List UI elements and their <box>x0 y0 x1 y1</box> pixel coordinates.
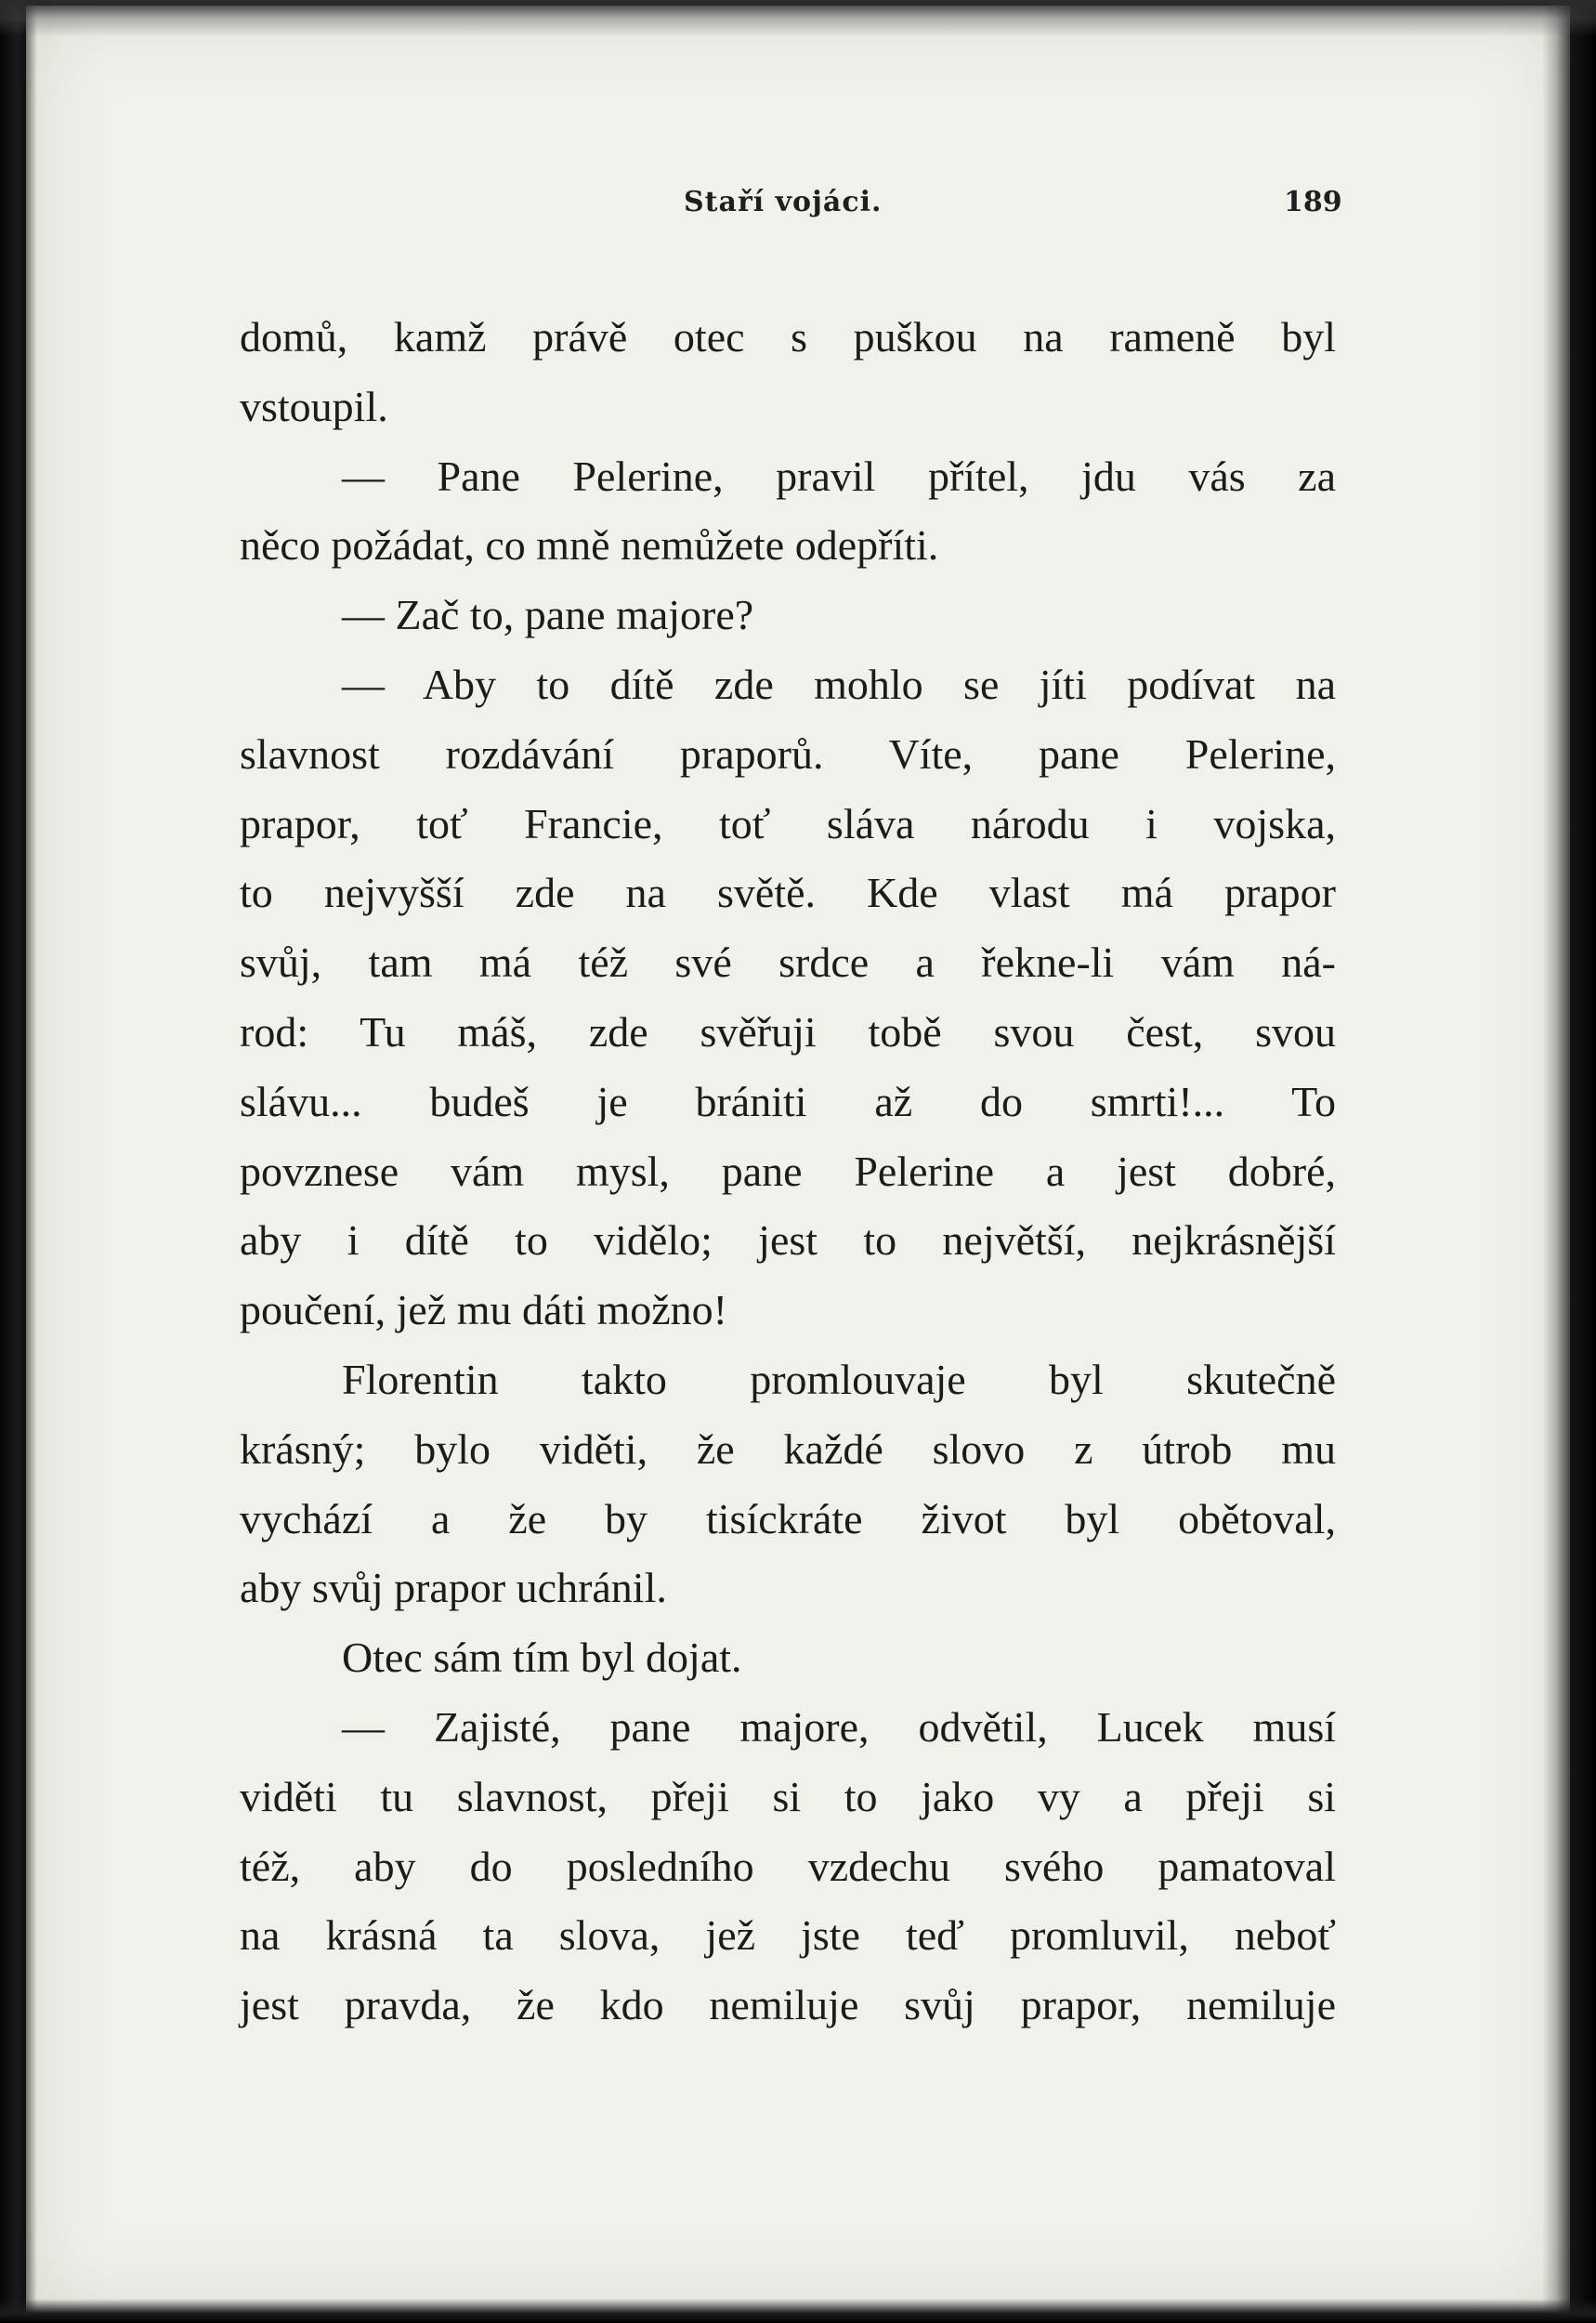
text-line: — Zač to, pane majore? <box>342 591 754 639</box>
text-line: vstoupil. <box>240 382 388 430</box>
text-line: poučení, jež mu dáti možno! <box>240 1286 728 1334</box>
text-line: domů, kamž právě otec s puškou na rameně byl <box>240 313 1336 361</box>
page-number: 189 <box>1284 186 1342 218</box>
text-line: Florentin takto promlouvaje byl skutečně <box>342 1355 1336 1403</box>
text-line: svůj, tam má též své srdce a řekne-li vám ná- <box>240 938 1336 987</box>
text-line: viděti tu slavnost, přeji si to jako vy a přeji si <box>240 1772 1336 1820</box>
text-line: na krásná ta slova, jež jste teď promluvil, neboť <box>240 1911 1336 1960</box>
body-text <box>240 303 1336 2041</box>
text-line: — Aby to dítě zde mohlo se jíti podívat na <box>342 660 1336 708</box>
text-line: prapor, toť Francie, toť sláva národu i vojska, <box>240 799 1336 847</box>
text-line: krásný; bylo viděti, že každé slovo z útrob mu <box>240 1424 1336 1473</box>
text-line: slavnost rozdávání praporů. Víte, pane Pelerine, <box>240 729 1336 778</box>
text-line: aby svůj prapor uchránil. <box>240 1564 667 1612</box>
text-line: — Pane Pelerine, pravil přítel, jdu vás za <box>342 452 1336 500</box>
text-line: též, aby do posledního vzdechu svého pamatoval <box>240 1842 1336 1890</box>
text-line: aby i dítě to vidělo; jest to největší, nejkrásnější <box>240 1216 1336 1265</box>
text-line: to nejvyšší zde na světě. Kde vlast má prapor <box>240 869 1336 917</box>
text-line: slávu... budeš je brániti až do smrti!... To <box>240 1077 1336 1125</box>
text-line: něco požádat, co mně nemůžete odepříti. <box>240 521 939 570</box>
text-line: rod: Tu máš, zde svěřuji tobě svou čest, svou <box>240 1007 1336 1056</box>
text-line: Otec sám tím byl dojat. <box>342 1634 742 1682</box>
bottom-edge-shadow <box>0 2299 1596 2323</box>
text-line: vychází a že by tisíckráte život byl obětoval, <box>240 1494 1336 1542</box>
text-line: jest pravda, že kdo nemiluje svůj prapor, nemiluje <box>240 1981 1336 2029</box>
left-binding-shadow <box>0 0 37 2323</box>
text-line: — Zajisté, pane majore, odvětil, Lucek musí <box>342 1702 1336 1751</box>
right-edge-shadow <box>1542 0 1596 2323</box>
top-edge-shadow <box>0 0 1596 37</box>
running-title: Staří vojáci. <box>684 186 883 218</box>
text-line: povznese vám mysl, pane Pelerine a jest dobré, <box>240 1147 1336 1195</box>
